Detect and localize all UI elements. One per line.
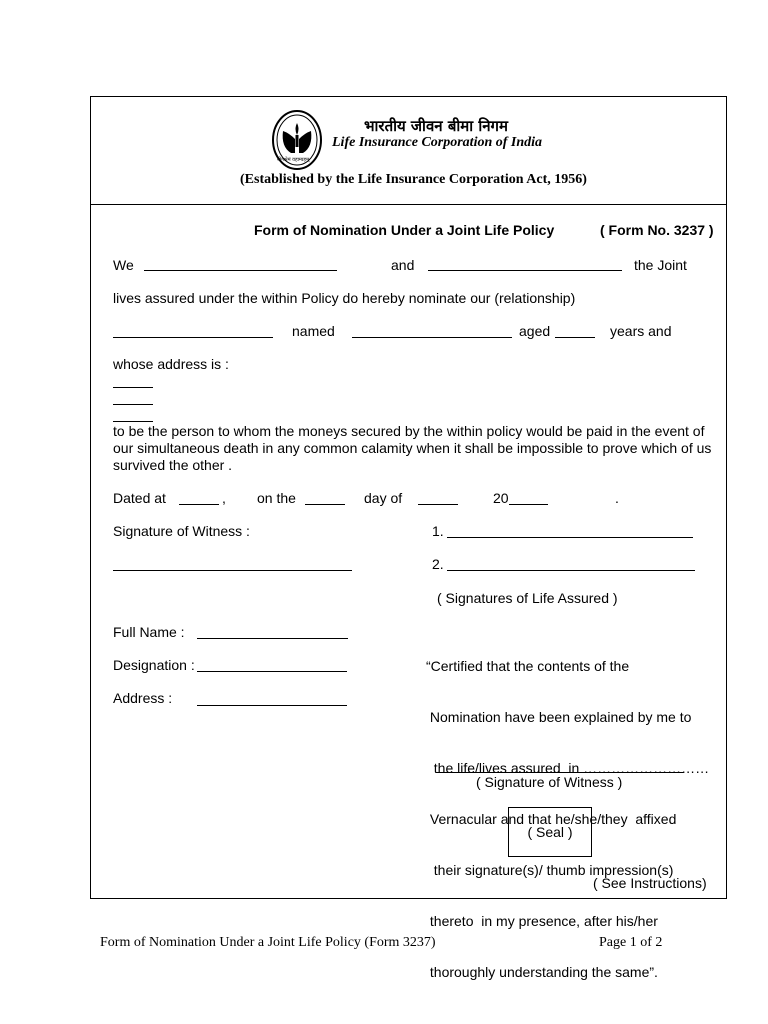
nomination-paragraph: to be the person to whom the moneys secured by the within policy would be paid in the event of our simultaneous death in any common calamity when it shall be impossible to prove which of us survived the other . [113,423,712,473]
we-label: We [113,257,134,273]
header-divider [90,204,727,205]
first-assured-field[interactable] [144,270,337,271]
day-of-label: day of [364,490,403,506]
designation-field[interactable] [197,671,347,672]
full-name-label: Full Name : [113,624,185,640]
seal-box [508,807,592,857]
second-assured-field[interactable] [428,270,622,271]
address-label: Address : [113,690,173,706]
witness-certification-signature-field[interactable] [436,772,683,773]
month-field[interactable] [418,504,458,505]
address-line-1[interactable] [113,387,153,388]
certification-line: “Certified that the contents of the [426,658,630,674]
address-line-2[interactable] [113,404,153,405]
certification-line: the life/lives assured in ……………………… [426,760,710,776]
see-instructions: ( See Instructions) [593,875,707,891]
on-the-label: on the [257,490,296,506]
english-title: Life Insurance Corporation of India [332,135,543,150]
address-line-3[interactable] [113,421,153,422]
lic-logo [271,109,323,171]
witness-signature-field[interactable] [113,570,352,571]
age-field[interactable] [555,337,595,338]
form-title: Form of Nomination Under a Joint Life Policy [254,222,555,238]
address-field[interactable] [197,705,347,706]
certification-line: thereto in my presence, after his/her [426,913,658,929]
witness-signature-caption: ( Signature of Witness ) [476,774,623,790]
aged-label: aged [519,323,551,339]
designation-label: Designation : [113,657,195,673]
assured-2-signature-field[interactable] [447,570,695,571]
year-field[interactable] [509,504,548,505]
established-note: (Established by the Life Insurance Corporation Act, 1956) [240,172,587,187]
named-label: named [292,323,335,339]
certification-line: Vernacular and that he/she/they affixed [426,811,677,827]
full-name-field[interactable] [197,638,348,639]
assured-2-number: 2. [432,556,444,572]
witness-signature-label: Signature of Witness : [113,523,250,539]
relationship-field[interactable] [113,337,273,338]
place-field[interactable] [179,504,219,505]
dated-at-label: Dated at [113,490,166,506]
comma: , [222,490,226,506]
assured-1-number: 1. [432,523,444,539]
year-prefix: 20 [493,490,509,506]
certification-line: Nomination have been explained by me to [426,709,692,725]
hindi-title: भारतीय जीवन बीमा निगम [364,117,508,135]
seal-label: ( Seal ) [527,824,573,840]
footer-page-number: Page 1 of 2 [599,935,663,950]
day-field[interactable] [305,504,345,505]
assured-1-signature-field[interactable] [447,537,693,538]
lives-assured-text: lives assured under the within Policy do hereby nominate our (relationship) [113,290,576,306]
form-number: ( Form No. 3237 ) [600,222,714,238]
the-joint-label: the Joint [634,257,687,273]
certification-line: their signature(s)/ thumb impression(s) [426,862,674,878]
address-is-label: whose address is : [113,356,229,372]
certification-line: thoroughly understanding the same”. [426,964,658,980]
logo-motto: योगक्षेमं वहाम्यहम् [277,157,310,163]
date-period: . [615,490,619,506]
years-and-label: years and [610,323,672,339]
and-label: and [391,257,415,273]
life-assured-signatures-label: ( Signatures of Life Assured ) [437,590,618,606]
nominee-name-field[interactable] [352,337,512,338]
footer-form-name: Form of Nomination Under a Joint Life Policy (Form 3237) [100,935,436,950]
